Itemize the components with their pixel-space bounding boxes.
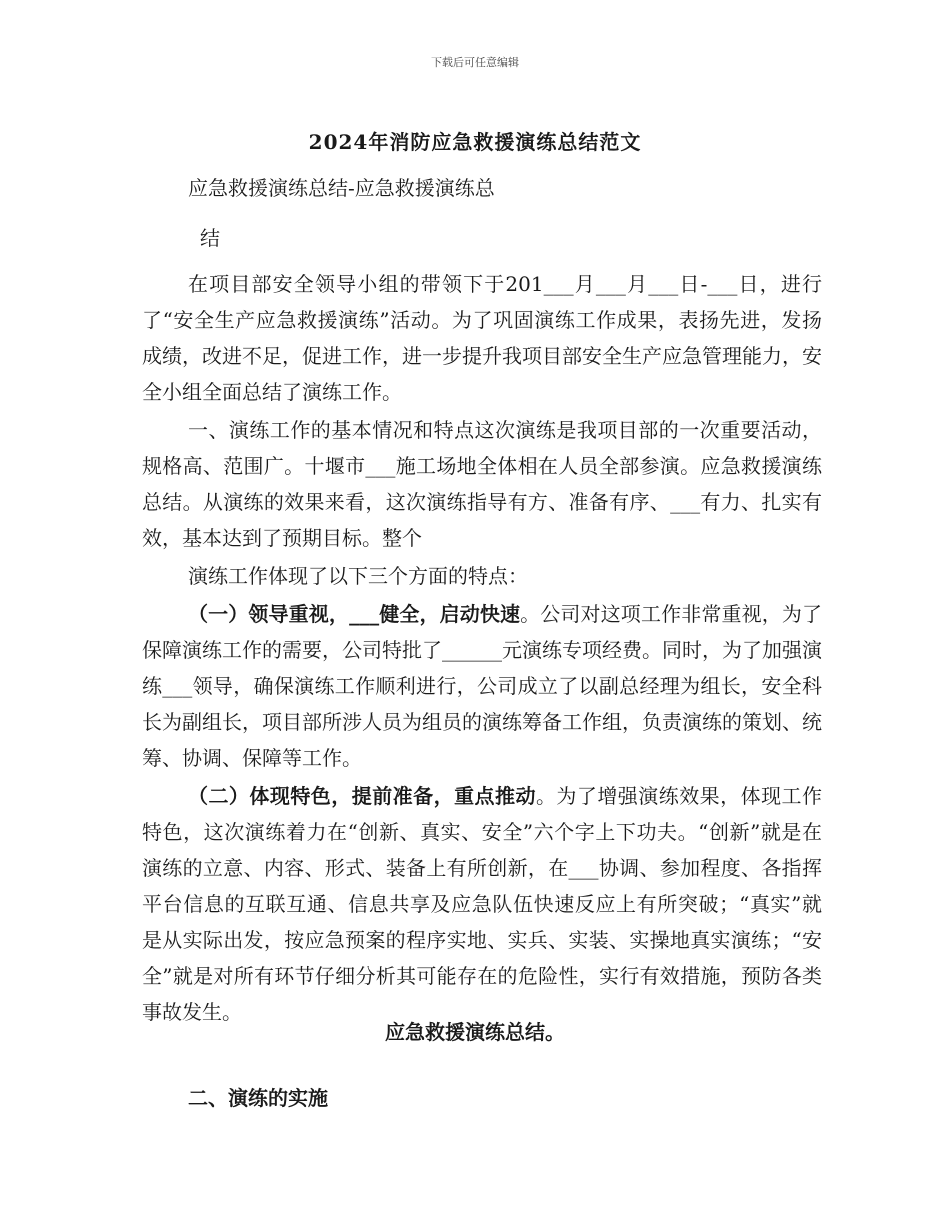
- paragraph-feature-two: [142, 778, 822, 1030]
- feature-two-text: 。为了增强演练效果，体现工作特色，这次演练着力在“创新、真实、安全”六个字上下功夫。“创新”就是在演练的立意、内容、形式、装备上有所创新，在___协调、参加程度、各指挥平台信息的互联互通、信息共享及应急队伍快速反应上有所突破；“真实”就是从实际出发，按应急预案的程序实地、实兵、实装、实操地真实演练；“安全”就是对所有环节仔细分析其可能存在的危险性，实行有效措施，预防各类事故发生。: [142, 784, 823, 1024]
- feature-two-heading: （二）体现特色，提前准备，重点推动: [188, 784, 536, 808]
- section-heading-implementation: 二、演练的实施: [188, 1086, 328, 1110]
- paragraph-features-intro: 演练工作体现了以下三个方面的特点：: [188, 564, 528, 588]
- document-title: 2024年消防应急救援演练总结范文: [308, 130, 642, 154]
- paragraph-feature-one: [142, 596, 822, 776]
- document-subtitle: 应急救援演练总结-应急救援演练总: [188, 176, 495, 200]
- feature-one-heading: （一）领导重视，___健全，启动快速: [188, 602, 521, 626]
- paragraph-section-one: 一、演练工作的基本情况和特点这次演练是我项目部的一次重要活动，规格高、范围广。十堰市___施工场地全体相在人员全部参演。应急救援演练总结。从演练的效果来看，这次演练指导有方、准备有序、___有力、扎实有效，基本达到了预期目标。整个: [142, 418, 822, 550]
- download-note: 下载后可任意编辑: [431, 56, 519, 69]
- feature-one-text: 。公司对这项工作非常重视，为了保障演练工作的需要，公司特批了______元演练专项经费。同时，为了加强演练___领导，确保演练工作顺利进行，公司成立了以副总经理为组长，安全科长为副组长，项目部所涉人员为组员的演练筹备工作组，负责演练的策划、统筹、协调、保障等工作。: [142, 602, 823, 770]
- paragraph-intro: 在项目部安全领导小组的带领下于201___月___月___日-___日，进行了“安全生产应急救援演练”活动。为了巩固演练工作成果，表扬先进，发扬成绩，改进不足，促进工作，进一步提升我项目部安全生产应急管理能力，安全小组全面总结了演练工作。: [142, 272, 822, 404]
- body-text: [142, 266, 822, 1030]
- document-subtitle-continuation: 结: [200, 226, 220, 250]
- centered-summary-line: 应急救援演练总结。: [385, 1020, 565, 1044]
